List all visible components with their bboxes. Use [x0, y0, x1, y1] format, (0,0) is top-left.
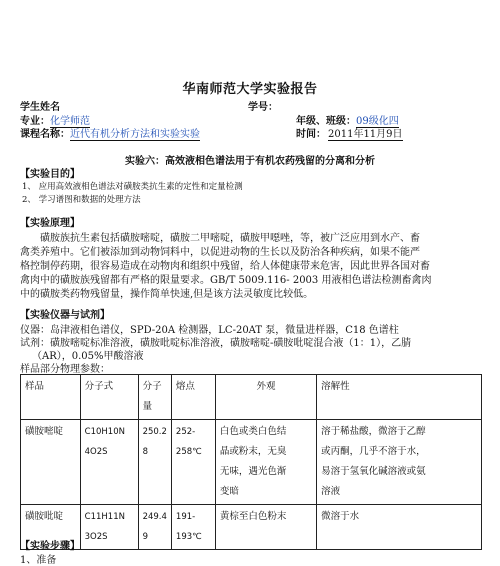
major-value: 化学师范 [50, 112, 90, 128]
table-header-row [21, 375, 482, 420]
instruments-heading: 【实验仪器与试剂】 [20, 310, 110, 321]
purpose-item-2: 2、 学习谱图和数据的处理方法 [22, 195, 141, 205]
cell-formula [80, 505, 138, 550]
experiment-title: 实验六：高效液相色谱法用于有机农药残留的分离和分析 [125, 156, 375, 167]
header-formula: 分子式 [80, 375, 138, 420]
cell-solubility-line: 溶液 [321, 486, 341, 497]
cell-mass-line: 9 [142, 532, 148, 542]
physical-props-intro: 样品部分物理参数： [20, 364, 110, 375]
cell-appearance [215, 420, 316, 505]
cell-solubility-line: 或丙酮，几乎不溶于水， [321, 446, 426, 457]
purpose-heading: 【实验目的】 [20, 169, 80, 180]
table-row [21, 420, 482, 505]
course-value: 近代有机分析方法和实验实验 [70, 125, 200, 141]
header-mp: 熔点 [171, 375, 215, 420]
header-sample: 样品 [21, 375, 81, 420]
cell-appearance-line: 白色或类白色结 [219, 426, 287, 437]
steps-item-1: 1、准备 [20, 555, 57, 566]
cell-mp-line: 258℃ [175, 447, 202, 457]
header-appearance: 外观 [215, 375, 316, 420]
header-mass-line-2: 量 [142, 401, 153, 412]
grade-label: 年级、班级： [296, 116, 356, 127]
reagents-line-1: 试剂：磺胺嘧啶标准溶液，磺胺吡啶标准溶液，磺胺嘧啶-磺胺吡啶混合液（1：1），乙腈 [20, 338, 412, 349]
report-title: 华南师范大学实验报告 [182, 82, 318, 97]
grade-value: 09级化四 [356, 112, 399, 128]
cell-appearance: 黄棕至白色粉末 [215, 505, 316, 550]
cell-formula [80, 420, 138, 505]
cell-solubility [317, 420, 482, 505]
cell-solubility-line: 易溶于氢氧化碱溶液或氨 [321, 466, 426, 477]
cell-mass [138, 420, 171, 505]
student-id-label: 学号： [248, 102, 278, 113]
principle-line-2: 禽类养殖中。它们被添加到动物饲料中，以促进动物的生长以及防治各种疾病，如果不能严 [20, 247, 420, 258]
time-label: 时间： [296, 129, 326, 140]
cell-mass [138, 505, 171, 550]
cell-mp [171, 505, 215, 550]
cell-mp [171, 420, 215, 505]
principle-line-3: 格控制停药期，很容易造成在动物肉和组织中残留，给人体健康带来危害，因此世界各国对畜 [20, 261, 430, 272]
cell-mass-line: 8 [142, 447, 148, 457]
cell-formula-line: C10H10N [84, 427, 125, 437]
reagents-line-2: （AR），0.05%甲酸溶液 [32, 351, 144, 362]
cell-appearance-line: 晶或粉末，无臭 [219, 446, 287, 457]
steps-heading: 【实验步骤】 [20, 541, 80, 552]
cell-mass-line: 249.4 [142, 512, 167, 522]
student-name-label: 学生姓名 [20, 102, 60, 113]
instruments-line: 仪器：岛津液相色谱仪，SPD-20A 检测器，LC-20AT 泵，微量进样器，C18 色谱柱 [20, 325, 399, 336]
header-mass-line-1: 分子 [142, 381, 162, 392]
cell-formula-line: C11H11N [84, 512, 125, 522]
header-mass [138, 375, 171, 420]
principle-line-4: 禽肉中的磺胺族残留都有严格的限量要求。GB/T 5009.116- 2003 用液相色谱法检测畜禽肉 [20, 275, 432, 286]
major-label: 专业： [20, 116, 50, 127]
cell-sample: 磺胺吡啶 [21, 505, 81, 550]
cell-mass-line: 250.2 [142, 427, 167, 437]
cell-appearance-line: 变暗 [219, 486, 239, 497]
cell-solubility: 微溶于水 [317, 505, 482, 550]
header-solubility: 溶解性 [317, 375, 482, 420]
table-row [21, 505, 482, 550]
time-value: 2011年11月9日 [328, 125, 403, 141]
principle-line-5: 中的磺胺类药物残留量，操作简单快速,但是该方法灵敏度比较低。 [20, 289, 314, 300]
cell-formula-line: 4O2S [84, 447, 108, 457]
purpose-item-1: 1、 应用高效液相色谱法对磺胺类抗生素的定性和定量检测 [22, 182, 243, 192]
physical-properties-table [20, 374, 482, 550]
principle-heading: 【实验原理】 [20, 218, 80, 229]
cell-formula-line: 3O2S [84, 532, 108, 542]
cell-appearance-line: 无味，遇光色渐 [219, 466, 287, 477]
course-label: 课程名称： [20, 129, 70, 140]
cell-solubility-line: 溶于稀盐酸，微溶于乙醇 [321, 426, 426, 437]
cell-sample: 磺胺嘧啶 [21, 420, 81, 505]
cell-mp-line: 252- [175, 427, 196, 437]
principle-line-1: 磺胺族抗生素包括磺胺嘧啶，磺胺二甲嘧啶，磺胺甲噁唑，等，被广泛应用到水产、畜 [40, 233, 420, 244]
cell-mp-line: 193℃ [175, 532, 202, 542]
cell-mp-line: 191- [175, 512, 196, 522]
